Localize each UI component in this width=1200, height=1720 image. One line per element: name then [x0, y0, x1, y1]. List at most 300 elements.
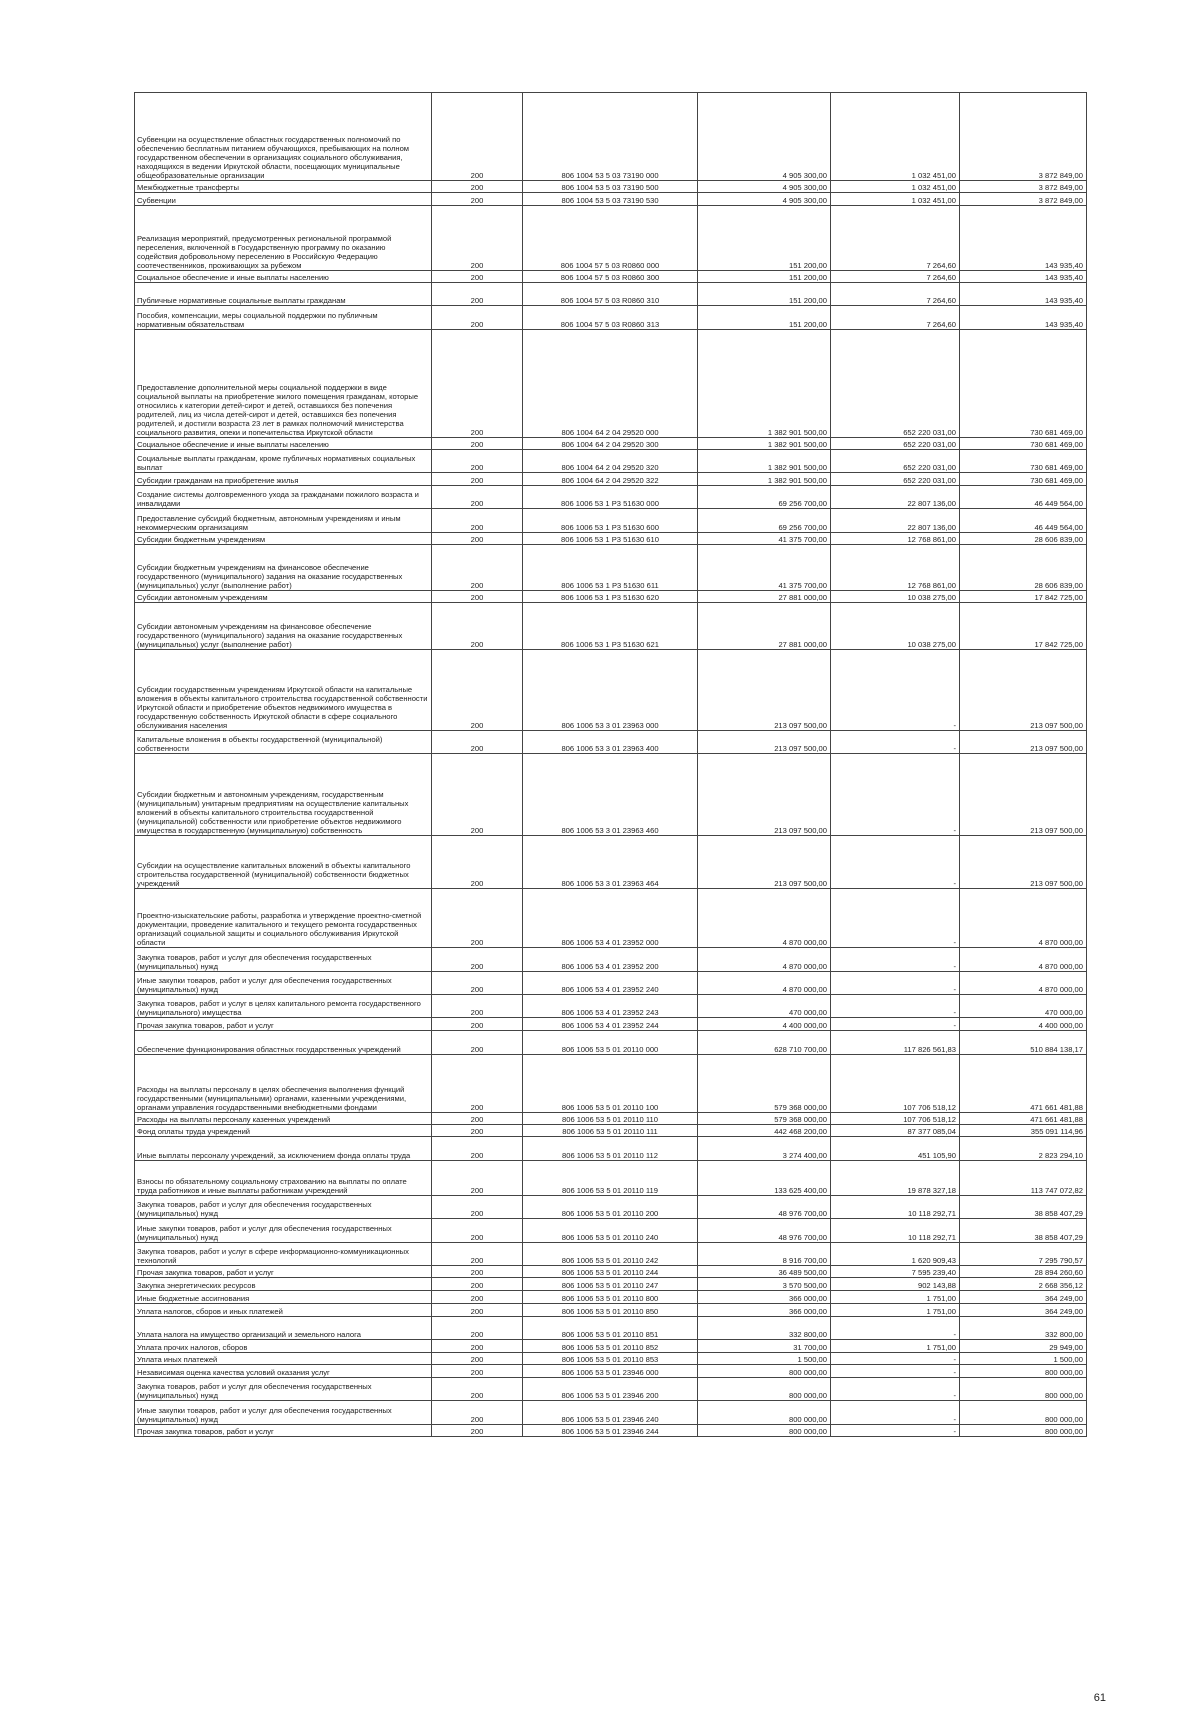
row-kbk-cell: 806 1006 53 1 P3 51630 621: [523, 603, 698, 650]
row-executed-cell: -: [831, 1317, 960, 1340]
row-kbk-cell: 806 1006 53 5 01 23946 200: [523, 1378, 698, 1401]
row-unexecuted-cell: 800 000,00: [960, 1425, 1087, 1437]
row-kbk-cell: 806 1006 53 5 01 20110 111: [523, 1125, 698, 1137]
row-name-cell: Субсидии государственным учреждениям Иркутской области на капитальные вложения в объекты капитального строительства государственной собственности Иркутской области и приобретение объектов недвижимого имущества в государственную собственность Иркутской области в сфере социального обслуживания населения: [135, 650, 432, 731]
row-executed-cell: 12 768 861,00: [831, 533, 960, 545]
row-approved-cell: 48 976 700,00: [698, 1196, 831, 1219]
row-kbk-cell: 806 1006 53 5 01 20110 119: [523, 1161, 698, 1196]
row-name-cell: Капитальные вложения в объекты государственной (муниципальной) собственности: [135, 731, 432, 754]
row-unexecuted-cell: 800 000,00: [960, 1401, 1087, 1425]
row-unexecuted-cell: 17 842 725,00: [960, 603, 1087, 650]
table-row: [135, 206, 1087, 271]
row-unexecuted-cell: 364 249,00: [960, 1304, 1087, 1317]
row-name-cell: Социальное обеспечение и иные выплаты населению: [135, 438, 432, 450]
table-row: [135, 650, 1087, 731]
row-name-cell: Субсидии автономным учреждениям на финансовое обеспечение государственного (муниципального) задания на оказание государственных (муниципальных) услуг (выполнение работ): [135, 603, 432, 650]
row-kbk-cell: 806 1004 53 5 03 73190 530: [523, 193, 698, 206]
row-code-cell: 200: [432, 1161, 523, 1196]
row-executed-cell: 1 751,00: [831, 1340, 960, 1353]
row-code-cell: 200: [432, 1291, 523, 1304]
row-unexecuted-cell: 3 872 849,00: [960, 181, 1087, 193]
row-code-cell: 200: [432, 1365, 523, 1378]
table-row: [135, 1125, 1087, 1137]
row-approved-cell: 1 500,00: [698, 1353, 831, 1365]
row-executed-cell: 7 264,60: [831, 206, 960, 271]
table-row: [135, 181, 1087, 193]
row-approved-cell: 69 256 700,00: [698, 486, 831, 509]
row-kbk-cell: 806 1006 53 1 P3 51630 620: [523, 591, 698, 603]
row-code-cell: 200: [432, 1266, 523, 1278]
row-executed-cell: 117 826 561,83: [831, 1031, 960, 1055]
row-code-cell: 200: [432, 1425, 523, 1437]
row-name-cell: Закупка товаров, работ и услуг для обеспечения государственных (муниципальных) нужд: [135, 1378, 432, 1401]
row-name-cell: Субсидии на осуществление капитальных вложений в объекты капитального строительства государственной (муниципальной) собственности бюджетных учреждений: [135, 836, 432, 889]
row-executed-cell: 10 118 292,71: [831, 1219, 960, 1243]
row-code-cell: 200: [432, 283, 523, 306]
row-approved-cell: 442 468 200,00: [698, 1125, 831, 1137]
table-row: [135, 1425, 1087, 1437]
row-approved-cell: 1 382 901 500,00: [698, 473, 831, 486]
table-row: [135, 271, 1087, 283]
row-approved-cell: 4 870 000,00: [698, 948, 831, 972]
table-row: [135, 1196, 1087, 1219]
row-kbk-cell: 806 1006 53 1 P3 51630 610: [523, 533, 698, 545]
row-name-cell: Фонд оплаты труда учреждений: [135, 1125, 432, 1137]
row-name-cell: Создание системы долговременного ухода за гражданами пожилого возраста и инвалидами: [135, 486, 432, 509]
row-approved-cell: 213 097 500,00: [698, 836, 831, 889]
row-code-cell: 200: [432, 1055, 523, 1113]
row-kbk-cell: 806 1004 57 5 03 R0860 300: [523, 271, 698, 283]
table-row: [135, 1113, 1087, 1125]
row-unexecuted-cell: 1 500,00: [960, 1353, 1087, 1365]
row-name-cell: Прочая закупка товаров, работ и услуг: [135, 1018, 432, 1031]
table-row: [135, 1055, 1087, 1113]
row-code-cell: 200: [432, 486, 523, 509]
row-code-cell: 200: [432, 193, 523, 206]
row-name-cell: Субсидии гражданам на приобретение жилья: [135, 473, 432, 486]
row-unexecuted-cell: 2 668 356,12: [960, 1278, 1087, 1291]
row-name-cell: Социальное обеспечение и иные выплаты населению: [135, 271, 432, 283]
row-name-cell: Уплата налогов, сборов и иных платежей: [135, 1304, 432, 1317]
table-row: [135, 533, 1087, 545]
row-unexecuted-cell: 38 858 407,29: [960, 1219, 1087, 1243]
row-executed-cell: -: [831, 995, 960, 1018]
row-approved-cell: 4 870 000,00: [698, 889, 831, 948]
row-unexecuted-cell: 29 949,00: [960, 1340, 1087, 1353]
row-approved-cell: 1 382 901 500,00: [698, 330, 831, 438]
row-name-cell: Расходы на выплаты персоналу в целях обеспечения выполнения функций государственными (муниципальными) органами, казенными учреждениями, органами управления государственными внебюджетными фондами: [135, 1055, 432, 1113]
row-approved-cell: 800 000,00: [698, 1401, 831, 1425]
row-code-cell: 200: [432, 271, 523, 283]
row-executed-cell: 10 118 292,71: [831, 1196, 960, 1219]
row-kbk-cell: 806 1004 57 5 03 R0860 310: [523, 283, 698, 306]
row-approved-cell: 41 375 700,00: [698, 533, 831, 545]
row-approved-cell: 1 382 901 500,00: [698, 450, 831, 473]
row-unexecuted-cell: 213 097 500,00: [960, 754, 1087, 836]
row-executed-cell: 1 751,00: [831, 1304, 960, 1317]
row-unexecuted-cell: 730 681 469,00: [960, 438, 1087, 450]
row-code-cell: 200: [432, 972, 523, 995]
row-executed-cell: 1 032 451,00: [831, 181, 960, 193]
row-executed-cell: 1 751,00: [831, 1291, 960, 1304]
row-unexecuted-cell: 2 823 294,10: [960, 1137, 1087, 1161]
row-executed-cell: 1 032 451,00: [831, 193, 960, 206]
row-executed-cell: -: [831, 731, 960, 754]
table-row: [135, 450, 1087, 473]
table-row: [135, 1353, 1087, 1365]
row-kbk-cell: 806 1004 64 2 04 29520 000: [523, 330, 698, 438]
row-unexecuted-cell: 364 249,00: [960, 1291, 1087, 1304]
row-name-cell: Публичные нормативные социальные выплаты гражданам: [135, 283, 432, 306]
row-approved-cell: 69 256 700,00: [698, 509, 831, 533]
row-approved-cell: 151 200,00: [698, 283, 831, 306]
row-kbk-cell: 806 1004 53 5 03 73190 000: [523, 93, 698, 181]
row-name-cell: Уплата налога на имущество организаций и земельного налога: [135, 1317, 432, 1340]
row-kbk-cell: 806 1004 57 5 03 R0860 000: [523, 206, 698, 271]
row-unexecuted-cell: 730 681 469,00: [960, 330, 1087, 438]
row-kbk-cell: 806 1006 53 5 01 20110 100: [523, 1055, 698, 1113]
row-approved-cell: 579 368 000,00: [698, 1113, 831, 1125]
row-code-cell: 200: [432, 603, 523, 650]
row-code-cell: 200: [432, 1340, 523, 1353]
row-kbk-cell: 806 1006 53 5 01 23946 244: [523, 1425, 698, 1437]
row-code-cell: 200: [432, 1196, 523, 1219]
row-code-cell: 200: [432, 1243, 523, 1266]
row-executed-cell: 7 264,60: [831, 306, 960, 330]
row-executed-cell: -: [831, 972, 960, 995]
row-approved-cell: 366 000,00: [698, 1291, 831, 1304]
table-row: [135, 972, 1087, 995]
table-row: [135, 438, 1087, 450]
row-executed-cell: 7 595 239,40: [831, 1266, 960, 1278]
row-code-cell: 200: [432, 995, 523, 1018]
row-executed-cell: -: [831, 1401, 960, 1425]
row-unexecuted-cell: 4 870 000,00: [960, 972, 1087, 995]
row-executed-cell: 22 807 136,00: [831, 486, 960, 509]
row-approved-cell: 366 000,00: [698, 1304, 831, 1317]
row-unexecuted-cell: 213 097 500,00: [960, 731, 1087, 754]
table-row: [135, 754, 1087, 836]
row-code-cell: 200: [432, 1401, 523, 1425]
row-executed-cell: 19 878 327,18: [831, 1161, 960, 1196]
table-row: [135, 486, 1087, 509]
row-code-cell: 200: [432, 438, 523, 450]
row-unexecuted-cell: 143 935,40: [960, 283, 1087, 306]
row-kbk-cell: 806 1004 64 2 04 29520 320: [523, 450, 698, 473]
row-executed-cell: 1 032 451,00: [831, 93, 960, 181]
row-name-cell: Реализация мероприятий, предусмотренных региональной программой переселения, включенной в Государственную программу по оказанию содействия добровольному переселению в Российскую Федерацию соотечественников, проживающих за рубежом: [135, 206, 432, 271]
row-executed-cell: 652 220 031,00: [831, 330, 960, 438]
row-executed-cell: 7 264,60: [831, 271, 960, 283]
row-approved-cell: 3 274 400,00: [698, 1137, 831, 1161]
row-name-cell: Межбюджетные трансферты: [135, 181, 432, 193]
row-code-cell: 200: [432, 1113, 523, 1125]
row-approved-cell: 579 368 000,00: [698, 1055, 831, 1113]
table-row: [135, 1304, 1087, 1317]
row-approved-cell: 27 881 000,00: [698, 591, 831, 603]
row-unexecuted-cell: 4 400 000,00: [960, 1018, 1087, 1031]
table-row: [135, 1365, 1087, 1378]
row-kbk-cell: 806 1006 53 4 01 23952 244: [523, 1018, 698, 1031]
row-name-cell: Иные закупки товаров, работ и услуг для обеспечения государственных (муниципальных) нужд: [135, 1401, 432, 1425]
row-approved-cell: 27 881 000,00: [698, 603, 831, 650]
budget-table-container: [134, 92, 1086, 1437]
row-kbk-cell: 806 1004 64 2 04 29520 322: [523, 473, 698, 486]
row-name-cell: Закупка товаров, работ и услуг в целях капитального ремонта государственного (муниципального) имущества: [135, 995, 432, 1018]
table-row: [135, 1378, 1087, 1401]
row-unexecuted-cell: 332 800,00: [960, 1317, 1087, 1340]
row-executed-cell: -: [831, 1018, 960, 1031]
row-executed-cell: -: [831, 1425, 960, 1437]
row-executed-cell: 1 620 909,43: [831, 1243, 960, 1266]
row-unexecuted-cell: 471 661 481,88: [960, 1055, 1087, 1113]
row-executed-cell: 107 706 518,12: [831, 1055, 960, 1113]
row-executed-cell: 12 768 861,00: [831, 545, 960, 591]
row-approved-cell: 213 097 500,00: [698, 650, 831, 731]
table-body: [135, 93, 1087, 1437]
row-approved-cell: 800 000,00: [698, 1378, 831, 1401]
row-kbk-cell: 806 1006 53 5 01 20110 800: [523, 1291, 698, 1304]
row-approved-cell: 41 375 700,00: [698, 545, 831, 591]
row-name-cell: Иные выплаты персоналу учреждений, за исключением фонда оплаты труда: [135, 1137, 432, 1161]
row-code-cell: 200: [432, 533, 523, 545]
table-row: [135, 1018, 1087, 1031]
row-name-cell: Прочая закупка товаров, работ и услуг: [135, 1266, 432, 1278]
table-row: [135, 283, 1087, 306]
row-kbk-cell: 806 1006 53 5 01 23946 000: [523, 1365, 698, 1378]
row-code-cell: 200: [432, 836, 523, 889]
row-approved-cell: 800 000,00: [698, 1365, 831, 1378]
row-kbk-cell: 806 1006 53 5 01 20110 110: [523, 1113, 698, 1125]
row-name-cell: Проектно-изыскательские работы, разработка и утверждение проектно-сметной документации, проведение капитального и текущего ремонта государственных организаций социальной защиты и социального обслуживания Иркутской области: [135, 889, 432, 948]
row-unexecuted-cell: 355 091 114,96: [960, 1125, 1087, 1137]
row-approved-cell: 4 400 000,00: [698, 1018, 831, 1031]
table-row: [135, 889, 1087, 948]
row-executed-cell: -: [831, 889, 960, 948]
row-kbk-cell: 806 1006 53 1 P3 51630 600: [523, 509, 698, 533]
row-code-cell: 200: [432, 181, 523, 193]
table-row: [135, 948, 1087, 972]
row-kbk-cell: 806 1006 53 5 01 20110 852: [523, 1340, 698, 1353]
row-kbk-cell: 806 1006 53 5 01 20110 850: [523, 1304, 698, 1317]
row-name-cell: Иные закупки товаров, работ и услуг для обеспечения государственных (муниципальных) нужд: [135, 1219, 432, 1243]
row-approved-cell: 133 625 400,00: [698, 1161, 831, 1196]
table-row: [135, 1161, 1087, 1196]
row-name-cell: Субвенции на осуществление областных государственных полномочий по обеспечению бесплатным питанием обучающихся, пребывающих на полном государственном обеспечении в организациях социального обслуживания, находящихся в ведении Иркутской области, посещающих муниципальные общеобразовательные организации: [135, 93, 432, 181]
row-name-cell: Уплата прочих налогов, сборов: [135, 1340, 432, 1353]
table-row: [135, 591, 1087, 603]
row-kbk-cell: 806 1006 53 3 01 23963 400: [523, 731, 698, 754]
table-row: [135, 1317, 1087, 1340]
row-executed-cell: -: [831, 948, 960, 972]
table-row: [135, 306, 1087, 330]
row-name-cell: Закупка товаров, работ и услуг для обеспечения государственных (муниципальных) нужд: [135, 1196, 432, 1219]
row-approved-cell: 1 382 901 500,00: [698, 438, 831, 450]
row-approved-cell: 151 200,00: [698, 271, 831, 283]
row-code-cell: 200: [432, 1018, 523, 1031]
row-executed-cell: 107 706 518,12: [831, 1113, 960, 1125]
row-code-cell: 200: [432, 306, 523, 330]
row-unexecuted-cell: 4 870 000,00: [960, 889, 1087, 948]
row-approved-cell: 36 489 500,00: [698, 1266, 831, 1278]
row-executed-cell: -: [831, 650, 960, 731]
row-unexecuted-cell: 510 884 138,17: [960, 1031, 1087, 1055]
row-code-cell: 200: [432, 509, 523, 533]
row-approved-cell: 151 200,00: [698, 206, 831, 271]
row-kbk-cell: 806 1006 53 5 01 20110 247: [523, 1278, 698, 1291]
row-code-cell: 200: [432, 1278, 523, 1291]
row-kbk-cell: 806 1006 53 5 01 20110 244: [523, 1266, 698, 1278]
row-executed-cell: 451 105,90: [831, 1137, 960, 1161]
row-approved-cell: 800 000,00: [698, 1425, 831, 1437]
row-name-cell: Независимая оценка качества условий оказания услуг: [135, 1365, 432, 1378]
row-approved-cell: 213 097 500,00: [698, 731, 831, 754]
table-row: [135, 473, 1087, 486]
row-kbk-cell: 806 1006 53 1 P3 51630 000: [523, 486, 698, 509]
row-kbk-cell: 806 1006 53 3 01 23963 464: [523, 836, 698, 889]
row-name-cell: Предоставление субсидий бюджетным, автономным учреждениям и иным некоммерческим организациям: [135, 509, 432, 533]
row-approved-cell: 470 000,00: [698, 995, 831, 1018]
row-approved-cell: 4 905 300,00: [698, 93, 831, 181]
row-name-cell: Субсидии автономным учреждениям: [135, 591, 432, 603]
table-row: [135, 836, 1087, 889]
row-code-cell: 200: [432, 450, 523, 473]
table-row: [135, 1137, 1087, 1161]
row-unexecuted-cell: 28 606 839,00: [960, 545, 1087, 591]
row-kbk-cell: 806 1006 53 5 01 20110 000: [523, 1031, 698, 1055]
row-name-cell: Закупка товаров, работ и услуг для обеспечения государственных (муниципальных) нужд: [135, 948, 432, 972]
row-code-cell: 200: [432, 1304, 523, 1317]
row-executed-cell: 10 038 275,00: [831, 591, 960, 603]
row-unexecuted-cell: 213 097 500,00: [960, 650, 1087, 731]
row-name-cell: Пособия, компенсации, меры социальной поддержки по публичным нормативным обязательствам: [135, 306, 432, 330]
row-approved-cell: 151 200,00: [698, 306, 831, 330]
row-code-cell: 200: [432, 1378, 523, 1401]
row-code-cell: 200: [432, 650, 523, 731]
table-row: [135, 1031, 1087, 1055]
table-row: [135, 330, 1087, 438]
table-row: [135, 1340, 1087, 1353]
row-executed-cell: -: [831, 836, 960, 889]
table-row: [135, 93, 1087, 181]
row-kbk-cell: 806 1006 53 5 01 20110 851: [523, 1317, 698, 1340]
row-unexecuted-cell: 800 000,00: [960, 1378, 1087, 1401]
row-unexecuted-cell: 7 295 790,57: [960, 1243, 1087, 1266]
row-executed-cell: 652 220 031,00: [831, 450, 960, 473]
row-unexecuted-cell: 17 842 725,00: [960, 591, 1087, 603]
row-unexecuted-cell: 800 000,00: [960, 1365, 1087, 1378]
table-row: [135, 603, 1087, 650]
row-unexecuted-cell: 470 000,00: [960, 995, 1087, 1018]
row-code-cell: 200: [432, 591, 523, 603]
row-name-cell: Взносы по обязательному социальному страхованию на выплаты по оплате труда работников и иные выплаты работникам учреждений: [135, 1161, 432, 1196]
row-executed-cell: -: [831, 754, 960, 836]
row-approved-cell: 628 710 700,00: [698, 1031, 831, 1055]
table-row: [135, 1266, 1087, 1278]
row-approved-cell: 3 570 500,00: [698, 1278, 831, 1291]
row-approved-cell: 4 905 300,00: [698, 181, 831, 193]
table-row: [135, 509, 1087, 533]
row-name-cell: Закупка товаров, работ и услуг в сфере информационно-коммуникационных технологий: [135, 1243, 432, 1266]
row-approved-cell: 31 700,00: [698, 1340, 831, 1353]
row-executed-cell: 652 220 031,00: [831, 438, 960, 450]
page-number: 61: [1093, 1692, 1106, 1704]
row-kbk-cell: 806 1006 53 5 01 20110 853: [523, 1353, 698, 1365]
row-executed-cell: -: [831, 1378, 960, 1401]
row-name-cell: Обеспечение функционирования областных государственных учреждений: [135, 1031, 432, 1055]
row-code-cell: 200: [432, 948, 523, 972]
row-kbk-cell: 806 1006 53 4 01 23952 000: [523, 889, 698, 948]
row-unexecuted-cell: 143 935,40: [960, 271, 1087, 283]
row-code-cell: 200: [432, 1317, 523, 1340]
row-name-cell: Иные закупки товаров, работ и услуг для обеспечения государственных (муниципальных) нужд: [135, 972, 432, 995]
row-kbk-cell: 806 1004 57 5 03 R0860 313: [523, 306, 698, 330]
row-code-cell: 200: [432, 330, 523, 438]
row-executed-cell: -: [831, 1365, 960, 1378]
row-code-cell: 200: [432, 1137, 523, 1161]
row-kbk-cell: 806 1006 53 5 01 20110 200: [523, 1196, 698, 1219]
row-name-cell: Субсидии бюджетным и автономным учреждениям, государственным (муниципальным) унитарным предприятиям на осуществление капитальных вложений в объекты капитального строительства государственной (муниципальной) собственности или приобретение объектов недвижимого имущества в государственную (муниципальную) собственность: [135, 754, 432, 836]
row-unexecuted-cell: 38 858 407,29: [960, 1196, 1087, 1219]
row-code-cell: 200: [432, 1219, 523, 1243]
row-name-cell: Социальные выплаты гражданам, кроме публичных нормативных социальных выплат: [135, 450, 432, 473]
row-unexecuted-cell: 28 894 260,60: [960, 1266, 1087, 1278]
row-executed-cell: 652 220 031,00: [831, 473, 960, 486]
row-executed-cell: 10 038 275,00: [831, 603, 960, 650]
row-executed-cell: 22 807 136,00: [831, 509, 960, 533]
row-code-cell: 200: [432, 206, 523, 271]
row-name-cell: Расходы на выплаты персоналу казенных учреждений: [135, 1113, 432, 1125]
row-code-cell: 200: [432, 473, 523, 486]
row-kbk-cell: 806 1006 53 5 01 23946 240: [523, 1401, 698, 1425]
row-executed-cell: 7 264,60: [831, 283, 960, 306]
table-row: [135, 1243, 1087, 1266]
row-kbk-cell: 806 1004 53 5 03 73190 500: [523, 181, 698, 193]
row-kbk-cell: 806 1006 53 4 01 23952 243: [523, 995, 698, 1018]
row-kbk-cell: 806 1006 53 3 01 23963 000: [523, 650, 698, 731]
row-code-cell: 200: [432, 1031, 523, 1055]
row-code-cell: 200: [432, 545, 523, 591]
row-unexecuted-cell: 471 661 481,88: [960, 1113, 1087, 1125]
row-unexecuted-cell: 143 935,40: [960, 206, 1087, 271]
row-code-cell: 200: [432, 731, 523, 754]
row-unexecuted-cell: 46 449 564,00: [960, 486, 1087, 509]
row-approved-cell: 332 800,00: [698, 1317, 831, 1340]
row-executed-cell: -: [831, 1353, 960, 1365]
row-name-cell: Закупка энергетических ресурсов: [135, 1278, 432, 1291]
row-approved-cell: 213 097 500,00: [698, 754, 831, 836]
row-unexecuted-cell: 143 935,40: [960, 306, 1087, 330]
row-unexecuted-cell: 213 097 500,00: [960, 836, 1087, 889]
row-code-cell: 200: [432, 1353, 523, 1365]
row-unexecuted-cell: 730 681 469,00: [960, 450, 1087, 473]
row-unexecuted-cell: 28 606 839,00: [960, 533, 1087, 545]
row-unexecuted-cell: 730 681 469,00: [960, 473, 1087, 486]
table-row: [135, 1278, 1087, 1291]
table-row: [135, 193, 1087, 206]
table-row: [135, 995, 1087, 1018]
row-executed-cell: 87 377 085,04: [831, 1125, 960, 1137]
row-unexecuted-cell: 3 872 849,00: [960, 193, 1087, 206]
row-name-cell: Субсидии бюджетным учреждениям: [135, 533, 432, 545]
row-kbk-cell: 806 1004 64 2 04 29520 300: [523, 438, 698, 450]
table-row: [135, 1401, 1087, 1425]
row-unexecuted-cell: 4 870 000,00: [960, 948, 1087, 972]
row-kbk-cell: 806 1006 53 4 01 23952 200: [523, 948, 698, 972]
row-kbk-cell: 806 1006 53 3 01 23963 460: [523, 754, 698, 836]
row-kbk-cell: 806 1006 53 1 P3 51630 611: [523, 545, 698, 591]
row-approved-cell: 4 905 300,00: [698, 193, 831, 206]
